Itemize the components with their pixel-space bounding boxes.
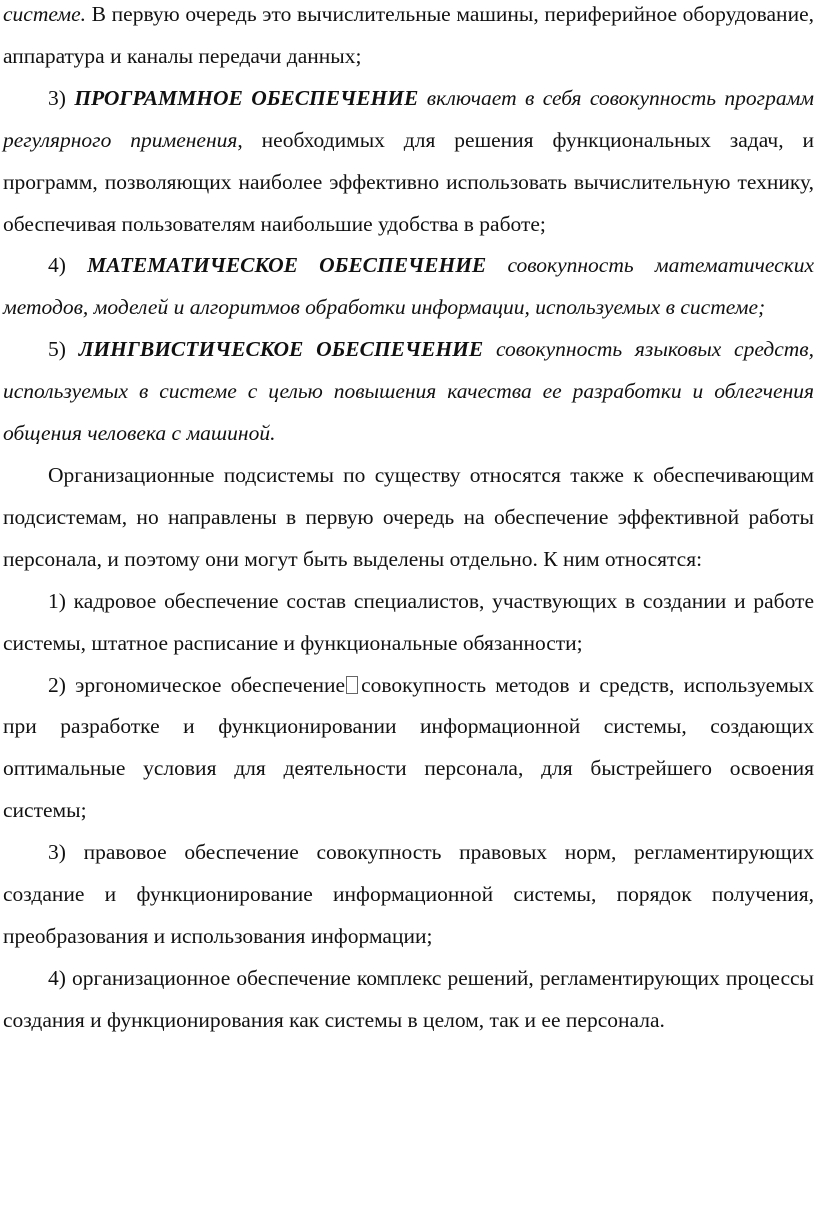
paragraph-text: , необходимых для решения функциональных задач, и программ, позволяющих наиболее эффективно использовать вычислительную технику, обеспечивая пользователям наибольшие удобства в работе; (3, 127, 814, 236)
paragraph-text: 4) организационное обеспечение комплекс решений, регламентирующих процессы создания и функционирования как системы в целом, так и ее персонала. (3, 965, 814, 1032)
paragraph-math-support (3, 245, 814, 329)
list-item-organizational-support (3, 958, 814, 1042)
term-definition: включает в себя совокупность программ регулярного применения (3, 85, 815, 152)
paragraph-text: 3) правовое обеспечение совокупность правовых норм, регламентирующих создание и функционирование информационной системы, порядок получения, преобразования и использования информации; (3, 840, 814, 948)
term-heading: ЛИНГВИСТИЧЕСКОЕ ОБЕСПЕЧЕНИЕ (78, 337, 484, 362)
item-number: 5) (48, 337, 66, 362)
paragraph-technical-support-end (3, 0, 814, 78)
list-item-legal-support (3, 832, 814, 958)
paragraph-text: 1) кадровое обеспечение состав специалистов, участвующих в создании и работе системы, штатное расписание и функциональные обязанности; (3, 588, 814, 655)
item-number: 3) (48, 85, 66, 110)
term-heading: ПРОГРАММНОЕ ОБЕСПЕЧЕНИЕ (74, 85, 419, 110)
missing-glyph-icon (346, 676, 358, 694)
paragraph-text: В первую очередь это вычислительные машины, периферийное оборудование, аппаратура и каналы передачи данных; (3, 2, 814, 68)
paragraph-organizational-subsystems (3, 455, 814, 581)
term-heading: МАТЕМАТИЧЕСКОЕ ОБЕСПЕЧЕНИЕ (87, 253, 487, 278)
paragraph-text: Организационные подсистемы по существу относятся также к обеспечивающим подсистемам, но направлены в первую очередь на обеспечение эффективной работы персонала, и поэтому они могут быть выделены отдельно. К ним относятся: (3, 462, 814, 571)
term-definition: совокупность языковых средств, используемых в системе с целью повышения качества ее разработки и облегчения общения человека с машиной. (3, 337, 815, 446)
item-number: 4) (48, 253, 66, 278)
lead-italic-word: системе. (3, 2, 87, 26)
paragraph-linguistic-support (3, 329, 814, 455)
list-item-personnel-support (3, 581, 814, 665)
paragraph-text-before: 2) эргономическое обеспечение (48, 672, 346, 697)
paragraph-software (3, 78, 814, 246)
paragraph-text-after: совокупность методов и средств, используемых при разработке и функционировании информационной системы, создающих оптимальные условия для деятельности персонала, для быстрейшего освоения системы; (3, 672, 814, 823)
list-item-ergonomic-support (3, 665, 814, 833)
term-definition: совокупность математических методов, моделей и алгоритмов обработки информации, используемых в системе; (3, 253, 815, 320)
